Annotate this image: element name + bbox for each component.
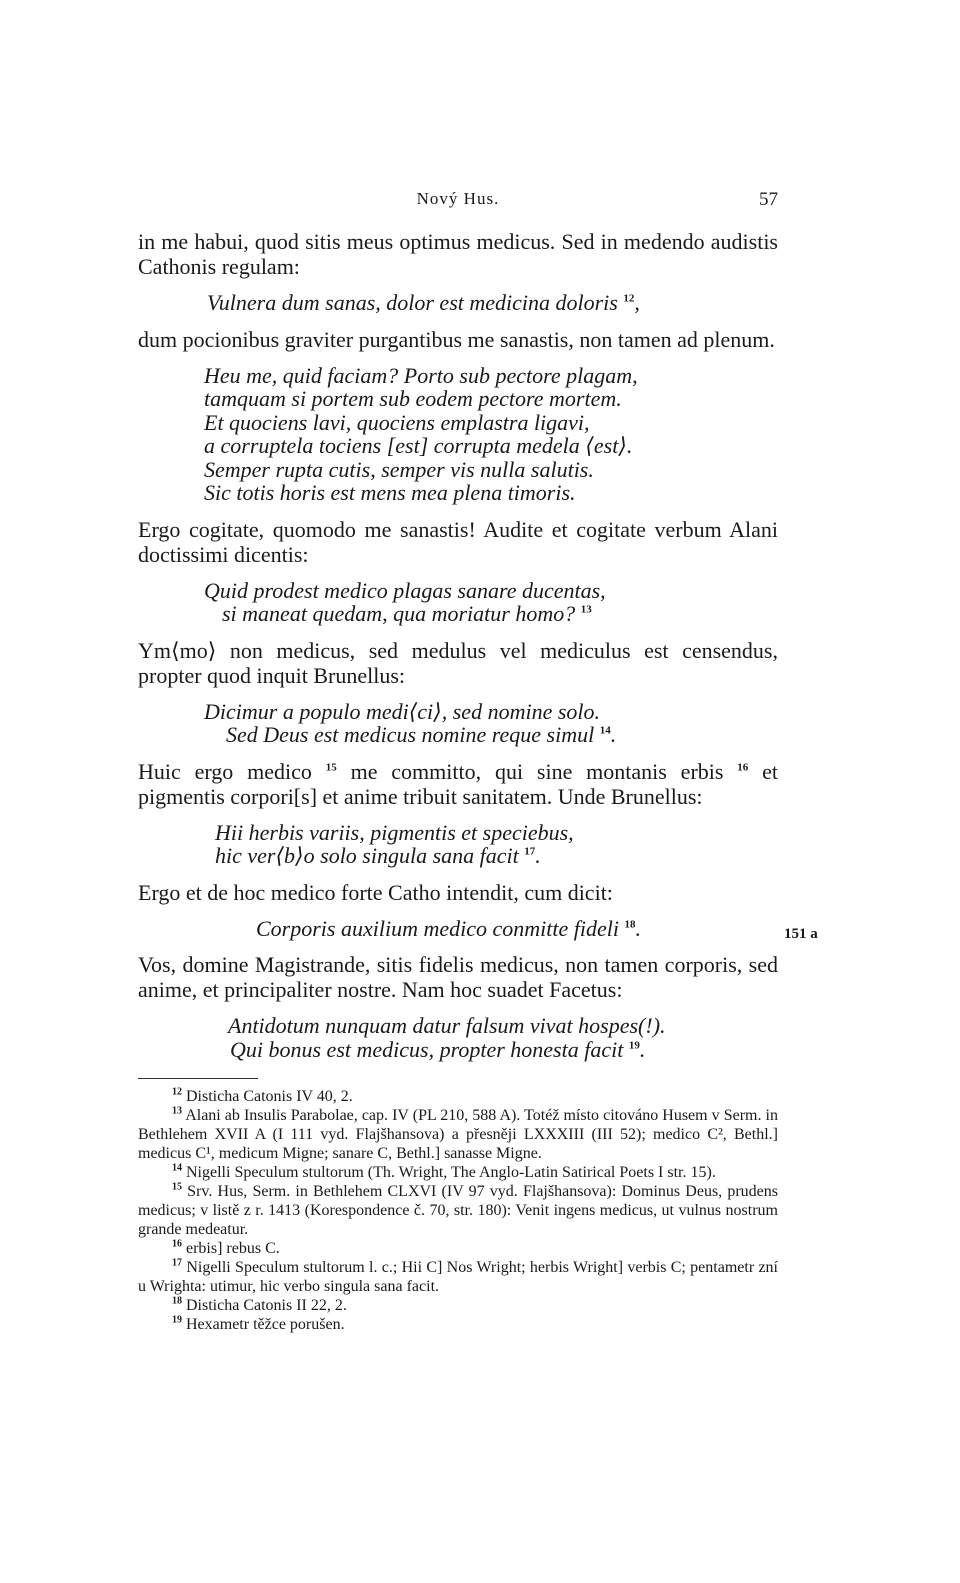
- verse-line: Hii herbis variis, pigmentis et speciebus,: [215, 819, 574, 845]
- footnote-ref: 19: [628, 1039, 640, 1052]
- running-title: Nový Hus.: [416, 189, 500, 208]
- footnote: [138, 1163, 778, 1182]
- verse-text: Sed Deus est medicus nomine reque simul: [226, 722, 595, 747]
- footnote-ref: 15: [325, 761, 337, 774]
- footnote-number: 15: [172, 1181, 182, 1193]
- verse-quote: [228, 1014, 778, 1061]
- footnote: [138, 1087, 778, 1106]
- verse-line: [207, 291, 778, 315]
- footnote-separator: [138, 1078, 258, 1079]
- verse-tail: .: [535, 843, 541, 868]
- footnote-text: erbis] rebus C.: [186, 1240, 280, 1257]
- prose-text: Huic ergo medico: [138, 758, 312, 784]
- page-number: 57: [759, 189, 778, 210]
- verse-line: [215, 844, 778, 868]
- verse-text: Corporis auxilium medico conmitte fideli: [256, 915, 619, 941]
- footnote-ref: 13: [580, 603, 592, 616]
- footnote-ref: 18: [624, 918, 636, 931]
- verse-line: Quid prodest medico plagas sanare ducentas,: [204, 577, 606, 603]
- footnotes: [138, 1078, 778, 1334]
- footnote-text: Disticha Catonis IV 40, 2.: [186, 1088, 353, 1105]
- footnote-ref: 17: [524, 845, 536, 858]
- paragraph: Ergo et de hoc medico forte Catho intendit, cum dicit:: [138, 879, 613, 905]
- footnote-number: 18: [172, 1295, 182, 1307]
- paragraph: Vos, domine Magistrande, sitis fidelis medicus, non tamen corporis, sed anime, et principaliter nostre. Nam hoc suadet Facetus:: [138, 952, 778, 1002]
- verse-line: [204, 602, 778, 626]
- footnote: [138, 1296, 778, 1315]
- footnote-number: 16: [172, 1238, 182, 1250]
- verse-line: tamquam si portem sub eodem pectore mortem.: [204, 386, 622, 411]
- verse-tail: .: [610, 722, 617, 747]
- verse-quote: [207, 291, 778, 315]
- verse-text: Vulnera dum sanas, dolor est medicina doloris: [207, 290, 618, 315]
- footnote-number: 14: [172, 1162, 182, 1174]
- footnote: [138, 1239, 778, 1258]
- verse-line: Sic totis horis est mens mea plena timoris.: [204, 480, 576, 505]
- footnote-text: Nigelli Speculum stultorum l. c.; Hii C] Nos Wright; herbis Wright] verbis C; pentametr zní u Wrighta: utimur, hic verbo singula sana facit.: [138, 1259, 779, 1295]
- verse-quote: [256, 915, 818, 942]
- margin-folio-note: 151 a: [784, 925, 818, 942]
- verse-text: Qui bonus est medicus, propter honesta facit: [230, 1036, 624, 1062]
- verse-line: a corruptela tociens [est] corrupta medela ⟨est⟩.: [204, 433, 633, 458]
- verse-stanza: [204, 364, 778, 505]
- verse-quote: [204, 700, 778, 747]
- paragraph: [138, 759, 778, 809]
- footnote-ref: 12: [623, 292, 635, 305]
- footnote-text: Nigelli Speculum stultorum (Th. Wright, The Anglo-Latin Satirical Poets I str. 15).: [186, 1164, 716, 1181]
- verse-line: Heu me, quid faciam? Porto sub pectore plagam,: [204, 362, 638, 388]
- footnote: [138, 1106, 778, 1163]
- paragraph: in me habui, quod sitis meus optimus medicus. Sed in medendo audistis Cathonis regulam:: [138, 229, 778, 279]
- prose-text: et pigmentis corpori[s] et anime tribuit sanitatem. Unde Brunellus:: [138, 758, 779, 809]
- verse-tail: ,: [634, 290, 640, 315]
- verse-text: si maneat quedam, qua moriatur homo?: [222, 601, 576, 626]
- footnote: [138, 1182, 778, 1239]
- verse-line: [228, 1038, 778, 1062]
- verse-quote: [204, 579, 778, 626]
- paragraph: dum pocionibus graviter purgantibus me sanastis, non tamen ad plenum.: [138, 326, 775, 352]
- footnote-text: Alani ab Insulis Parabolae, cap. IV (PL 210, 588 A). Totéž místo citováno Husem v Serm. in Bethlehem XVII A (I 111 vyd. Flajšhansova) a přesněji LXXXIII (III 52); medico C², Bethl.] medicus C¹, medicum Migne; sanare C, Bethl.] sanasse Migne.: [138, 1107, 778, 1162]
- footnote-number: 17: [172, 1257, 182, 1269]
- verse-quote: [215, 821, 778, 868]
- verse-line: [256, 917, 778, 941]
- paragraph: Ergo cogitate, quomodo me sanastis! Audite et cogitate verbum Alani doctissimi dicentis:: [138, 516, 778, 567]
- verse-line: Et quociens lavi, quociens emplastra ligavi,: [204, 409, 590, 435]
- main-text: [138, 229, 818, 1073]
- verse-text: hic ver⟨b⟩o solo singula sana facit: [215, 843, 519, 868]
- verse-line: Antidotum nunquam datur falsum vivat hospes(!).: [228, 1013, 666, 1038]
- footnote-text: Srv. Hus, Serm. in Bethlehem CLXVI (IV 97 vyd. Flajšhansova): Dominus Deus, prudens medicus; v listě z r. 1413 (Korespondence č. 70, str. 180): Venit ingens medicus, ut vulnus nostrum grande medeatur.: [138, 1183, 778, 1238]
- verse-line: [204, 723, 778, 747]
- footnote: [138, 1258, 778, 1296]
- footnote-ref: 14: [599, 724, 611, 737]
- footnote-text: Disticha Catonis II 22, 2.: [186, 1297, 347, 1314]
- verse-tail: .: [639, 1036, 646, 1062]
- page-header: [138, 189, 778, 215]
- verse-line: Semper rupta cutis, semper vis nulla salutis.: [204, 456, 594, 482]
- footnote: [138, 1315, 778, 1334]
- paragraph: Ym⟨mo⟩ non medicus, sed medulus vel mediculus est censendus, propter quod inquit Brunellus:: [138, 637, 778, 688]
- footnote-number: 13: [172, 1105, 182, 1117]
- footnote-ref: 16: [737, 761, 749, 774]
- footnote-text: Hexametr těžce porušen.: [186, 1316, 345, 1333]
- prose-text: me committo, qui sine montanis erbis: [350, 758, 724, 784]
- verse-tail: .: [635, 915, 641, 941]
- footnote-number: 19: [172, 1314, 182, 1326]
- verse-line: Dicimur a populo medi⟨ci⟩, sed nomine solo.: [204, 698, 601, 724]
- footnote-number: 12: [172, 1086, 182, 1098]
